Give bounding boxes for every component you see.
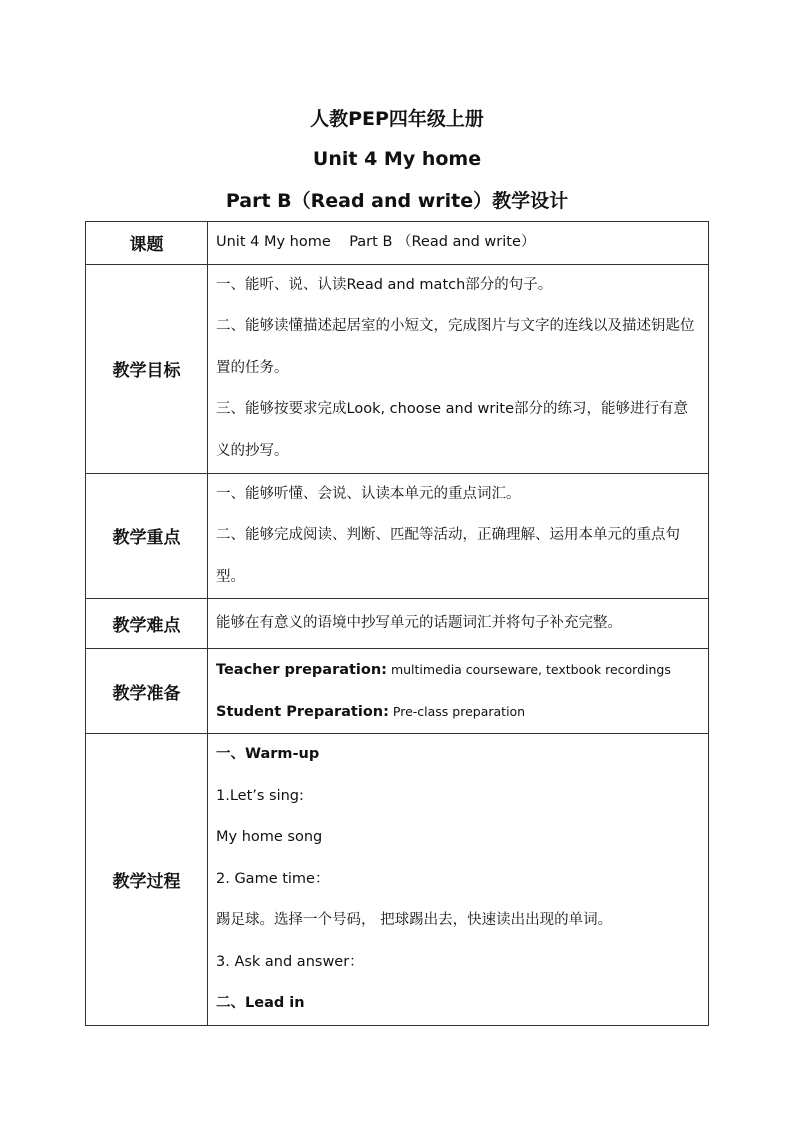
process-section-heading: 二、Lead in [216, 995, 305, 1012]
difficulties-label: 教学难点 [86, 599, 208, 649]
difficulties-content [208, 599, 709, 649]
process-content [208, 734, 709, 1026]
process-section-heading: 一、Warm-up [216, 746, 320, 763]
teacher-preparation-key: Teacher preparation: [216, 662, 387, 678]
row-key-points [86, 473, 709, 599]
difficulties-text: 能够在有意义的语境中抄写单元的话题词汇并将句子补充完整。 [216, 614, 622, 631]
key-point-item: 二、能够完成阅读、判断、匹配等活动，正确理解、运用本单元的重点句型。 [216, 527, 680, 585]
process-line: 1.Let’s sing: [216, 787, 304, 804]
objectives-label: 教学目标 [86, 264, 208, 473]
objective-item: 二、能够读懂描述起居室的小短文，完成图片与文字的连线以及描述钥匙位置的任务。 [216, 318, 695, 376]
process-line: 踢足球。选择一个号码， 把球踢出去，快速读出出现的单词。 [216, 912, 613, 929]
row-process [86, 734, 709, 1026]
objective-item: 一、能听、说、认读Read and match部分的句子。 [216, 276, 553, 293]
student-preparation-value: Pre-class preparation [388, 704, 526, 719]
process-line: 2. Game time： [216, 870, 330, 887]
objectives-content [208, 264, 709, 473]
doc-title-line-3: Part B（Read and write）教学设计 [225, 190, 569, 212]
row-difficulties [86, 599, 709, 649]
row-preparation [86, 649, 709, 734]
process-label: 教学过程 [86, 734, 208, 1026]
doc-title-line-1: 人教PEP四年级上册 [310, 108, 484, 130]
student-preparation [216, 691, 702, 733]
lesson-plan-table [85, 221, 709, 1026]
student-preparation-key: Student Preparation: [216, 704, 389, 720]
row-objectives [86, 264, 709, 473]
teacher-preparation [216, 649, 702, 691]
process-line: 3. Ask and answer： [216, 953, 364, 970]
row-topic [86, 222, 709, 265]
topic-text: Unit 4 My home Part B （Read and write） [216, 234, 536, 250]
doc-title-line-2: Unit 4 My home [312, 148, 482, 170]
topic-value [208, 222, 709, 265]
topic-label: 课题 [86, 222, 208, 265]
objective-item: 三、能够按要求完成Look, choose and write部分的练习，能够进行有意义的抄写。 [216, 401, 689, 459]
key-points-label: 教学重点 [86, 473, 208, 599]
preparation-content [208, 649, 709, 734]
teacher-preparation-value: multimedia courseware, textbook recordings [386, 662, 671, 677]
preparation-label: 教学准备 [86, 649, 208, 734]
process-line: My home song [216, 829, 323, 846]
key-point-item: 一、能够听懂、会说、认读本单元的重点词汇。 [216, 485, 521, 502]
key-points-content [208, 473, 709, 599]
